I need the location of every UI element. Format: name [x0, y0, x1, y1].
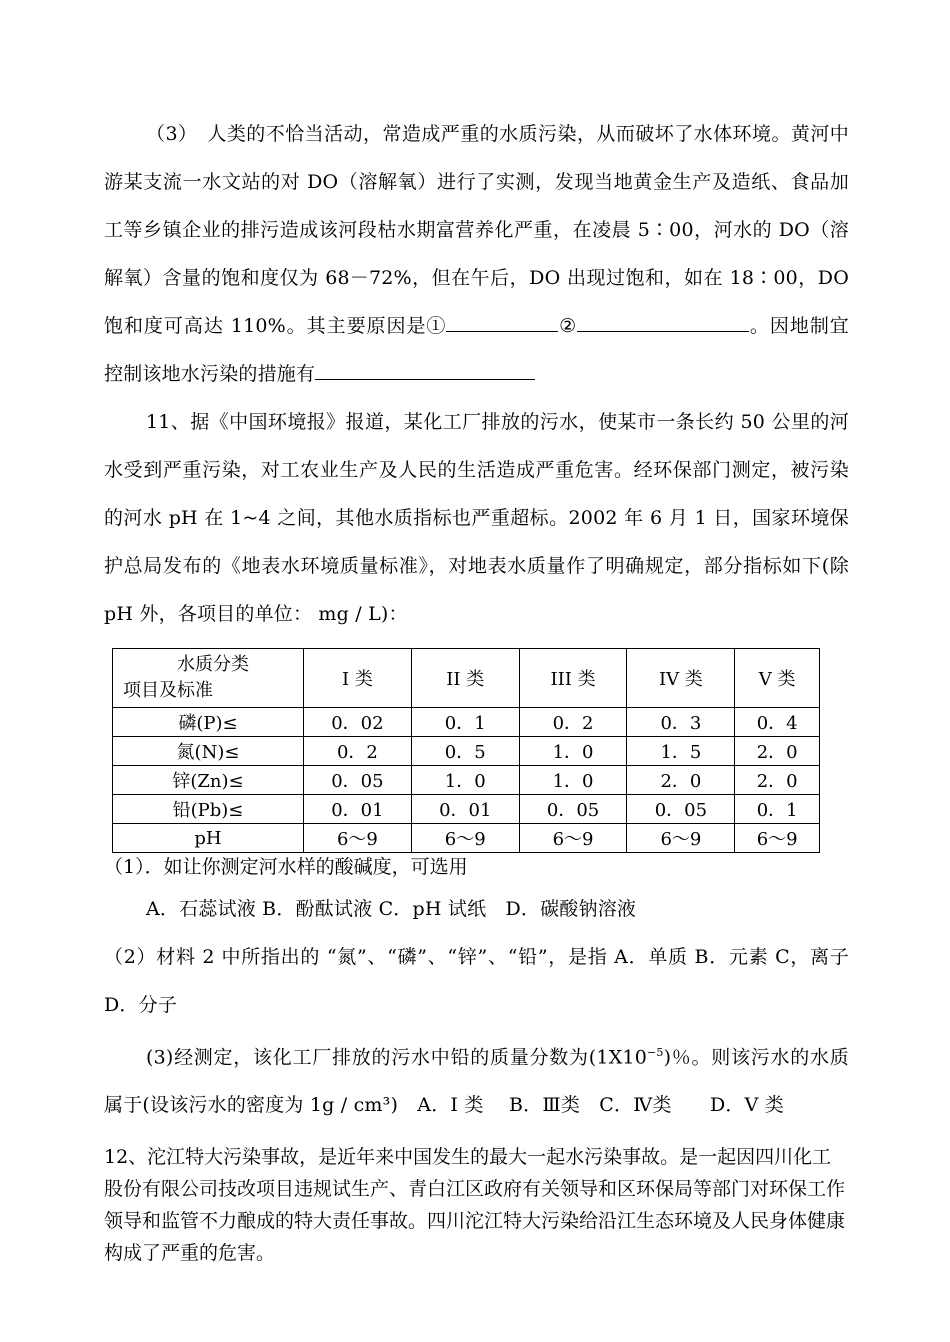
question-10-part-3: [104, 110, 849, 398]
question-11-part-2: （2）材料 2 中所指出的 “氮”、“磷”、“锌”、“铅”，是指 A．单质 B．元素 C，离子 D．分子: [104, 946, 849, 1016]
header-category-label: 水质分类: [177, 654, 249, 675]
table-cell: 0．02: [304, 708, 412, 737]
table-cell: 2．0: [735, 737, 820, 766]
table-cell: 1．0: [519, 737, 627, 766]
table-column-header: V 类: [735, 649, 820, 708]
table-cell: 6～9: [304, 824, 412, 853]
table-cell: 6～9: [627, 824, 735, 853]
table-cell: 0．1: [411, 708, 519, 737]
q11-3-text-after: )％。则该污水的水质属于(设该污水的密度为 1g / cm³) A．I 类 B．Ⅲ类 C．Ⅳ类 D．V 类: [104, 1046, 849, 1117]
table-cell: 2．0: [627, 766, 735, 795]
table-cell: 0．05: [519, 795, 627, 824]
table-cell: 2．0: [735, 766, 820, 795]
table-cell: 0．5: [411, 737, 519, 766]
table-row: [113, 737, 820, 766]
table-column-header: IV 类: [627, 649, 735, 708]
water-quality-table: [112, 648, 820, 853]
row-label: 锌(Zn)≤: [113, 766, 304, 795]
table-row: [113, 708, 820, 737]
table-column-header: III 类: [519, 649, 627, 708]
table-cell: 6～9: [735, 824, 820, 853]
table-cell: 0．2: [519, 708, 627, 737]
table-cell: 6～9: [519, 824, 627, 853]
table-cell: 0．4: [735, 708, 820, 737]
question-11-part-1: （1）．如让你测定河水样的酸碱度，可选用: [104, 856, 468, 878]
table-corner-header: [113, 649, 304, 708]
table-cell: 0．1: [735, 795, 820, 824]
table-row: [113, 766, 820, 795]
table-row: [113, 824, 820, 853]
row-label: 磷(P)≤: [113, 708, 304, 737]
answer-blank-1[interactable]: [446, 309, 558, 332]
table-cell: 1．0: [411, 766, 519, 795]
question-11-intro: 11、据《中国环境报》报道，某化工厂排放的污水，使某市一条长约 50 公里的河水受到严重污染，对工农业生产及人民的生活造成严重危害。经环保部门测定，被污染的河水 pH 在 1~4 之间，其他水质指标也严重超标。2002 年 6 月 1 日，国家环境保护总局发布的《地表水环境质量标准》，对地表水质量作了明确规定，部分指标如下(除 pH 外，各项目的单位： mg / L)：: [104, 411, 849, 625]
answer-blank-2[interactable]: [577, 309, 749, 332]
q10-3-after: 。因地制宜控制该地水污染的措施有: [104, 315, 849, 385]
question-11-part-3: [104, 1029, 849, 1129]
answer-blank-3[interactable]: [315, 357, 535, 380]
table-cell: 0．01: [304, 795, 412, 824]
row-label: 铅(Pb)≤: [113, 795, 304, 824]
document-page: [104, 110, 849, 1288]
table-cell: 0．05: [627, 795, 735, 824]
table-cell: 0．2: [304, 737, 412, 766]
q11-3-text-before: (3)经测定，该化工厂排放的污水中铅的质量分数为(1X10: [146, 1046, 648, 1069]
q10-3-text: （3） 人类的不恰当活动，常造成严重的水质污染，从而破坏了水体环境。黄河中游某支流一水文站的对 DO（溶解氧）进行了实测，发现当地黄金生产及造纸、食品加工等乡镇企业的排污造成该河段枯水期富营养化严重，在凌晨 5∶00，河水的 DO（溶解氧）含量的饱和度仅为 68－72%，但在午后，DO 出现过饱和，如在 18∶00，DO 饱和度可高达 110%。其主要原因是①: [104, 123, 849, 337]
table-column-header: II 类: [411, 649, 519, 708]
row-label: 氮(N)≤: [113, 737, 304, 766]
header-item-label: 项目及标准: [123, 680, 213, 701]
row-label: pH: [113, 824, 304, 853]
table-column-header: I 类: [304, 649, 412, 708]
table-header-row: [113, 649, 820, 708]
question-12: 12、沱江特大污染事故，是近年来中国发生的最大一起水污染事故。是一起因四川化工股份有限公司技改项目违规试生产、青白江区政府有关领导和区环保局等部门对环保工作领导和监管不力酿成的特大责任事故。四川沱江特大污染给沿江生态环境及人民身体健康构成了严重的危害。: [104, 1146, 846, 1265]
q11-3-exponent: −5: [647, 1046, 664, 1059]
table-cell: 0．05: [304, 766, 412, 795]
q10-3-circle-2: ②: [558, 315, 578, 337]
table-row: [113, 795, 820, 824]
table-cell: 1．5: [627, 737, 735, 766]
table-cell: 6～9: [411, 824, 519, 853]
question-11-part-1-options: A．石蕊试液 B．酚酞试液 C．pH 试纸 D．碳酸钠溶液: [146, 898, 637, 920]
table-cell: 1．0: [519, 766, 627, 795]
table-cell: 0．3: [627, 708, 735, 737]
table-cell: 0．01: [411, 795, 519, 824]
